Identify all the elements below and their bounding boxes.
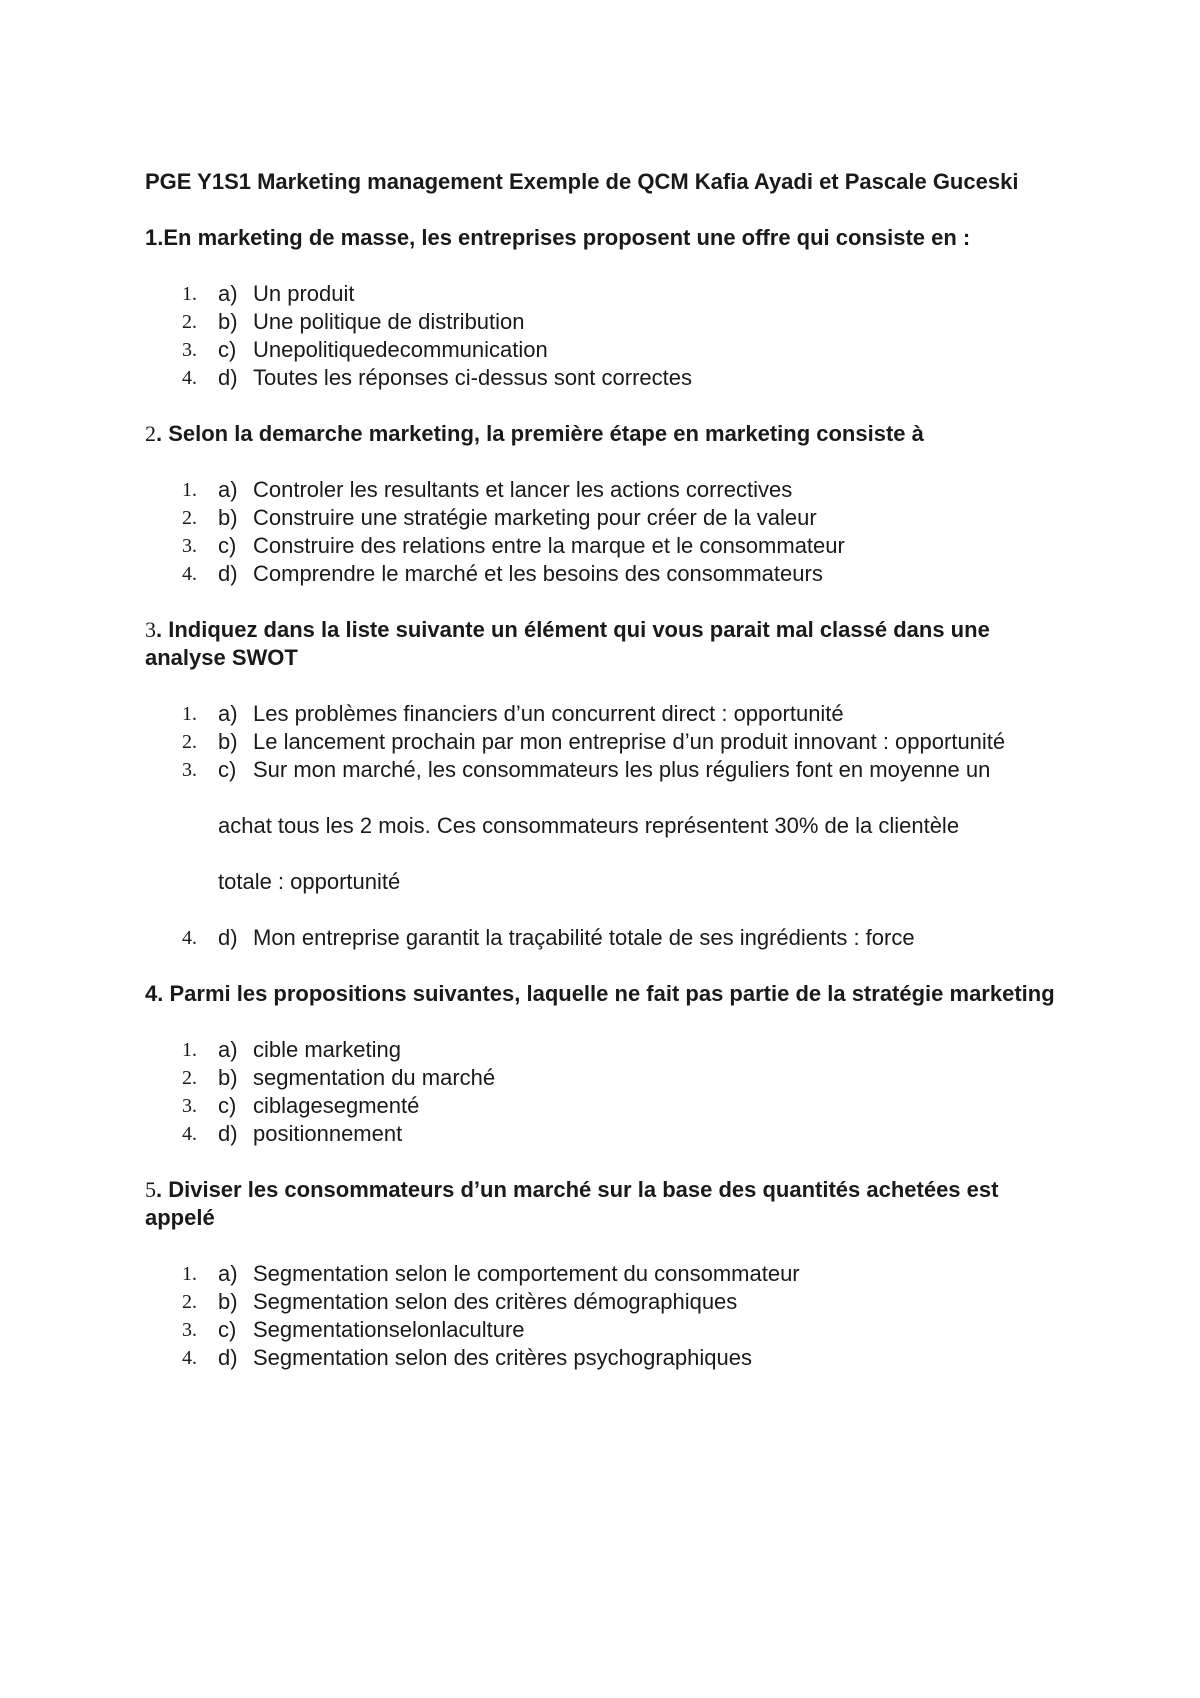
option-c (145, 532, 1060, 560)
question-1 (145, 224, 1060, 392)
option-b (145, 308, 1060, 336)
option-text: Une politique de distribution (253, 309, 525, 334)
option-text: ciblagesegmenté (253, 1093, 420, 1118)
question-4 (145, 980, 1060, 1148)
option-letter: a) (218, 701, 238, 726)
option-number: 2. (182, 1291, 197, 1313)
option-c-continuation-1: achat tous les 2 mois. Ces consommateurs représentent 30% de la clientèle (218, 813, 960, 838)
options-list (145, 700, 1060, 784)
option-text: segmentation du marché (253, 1065, 496, 1090)
option-letter: b) (218, 1289, 238, 1314)
question-4-title (145, 980, 1060, 1008)
option-d (145, 364, 1060, 392)
option-letter: d) (218, 1121, 238, 1146)
option-text: Segmentation selon des critères démographiques (253, 1289, 738, 1314)
option-c (145, 1316, 1060, 1344)
option-number: 4. (182, 1123, 197, 1145)
option-number: 3. (182, 1319, 197, 1341)
option-number: 3. (182, 1095, 197, 1117)
option-number: 2. (182, 1067, 197, 1089)
options-list (145, 924, 1060, 952)
option-c (145, 756, 1060, 784)
option-text: Le lancement prochain par mon entreprise d’un produit innovant : opportunité (253, 729, 1006, 754)
option-letter: b) (218, 729, 238, 754)
option-a (145, 280, 1060, 308)
option-b (145, 728, 1060, 756)
document-page (145, 168, 1060, 1372)
option-c (145, 336, 1060, 364)
option-text: Un produit (253, 281, 355, 306)
question-2 (145, 420, 1060, 588)
option-a (145, 1260, 1060, 1288)
option-number: 2. (182, 311, 197, 333)
option-text: Mon entreprise garantit la traçabilité totale de ses ingrédients : force (253, 925, 915, 950)
options-list (145, 1036, 1060, 1148)
option-b (145, 1064, 1060, 1092)
option-number: 1. (182, 1263, 197, 1285)
question-text: . Parmi les propositions suivantes, laquelle ne fait pas partie de la stratégie marketing (157, 981, 1055, 1006)
option-b (145, 1288, 1060, 1316)
option-text: cible marketing (253, 1037, 401, 1062)
option-number: 2. (182, 731, 197, 753)
question-text: . Indiquez dans la liste suivante un élément qui vous parait mal classé dans une analyse SWOT (145, 617, 990, 670)
option-letter: d) (218, 925, 238, 950)
option-letter: a) (218, 1261, 238, 1286)
option-letter: c) (218, 1317, 237, 1342)
option-number: 4. (182, 563, 197, 585)
options-list (145, 1260, 1060, 1372)
option-text: Segmentationselonlaculture (253, 1317, 525, 1342)
option-letter: c) (218, 1093, 237, 1118)
option-number: 1. (182, 703, 197, 725)
option-text: Segmentation selon le comportement du consommateur (253, 1261, 800, 1286)
option-letter: d) (218, 561, 238, 586)
option-letter: a) (218, 477, 238, 502)
option-letter: d) (218, 1345, 238, 1370)
option-number: 1. (182, 283, 197, 305)
option-a (145, 476, 1060, 504)
question-3 (145, 616, 1060, 952)
option-text: Unepolitiquedecommunication (253, 337, 548, 362)
option-d (145, 560, 1060, 588)
question-text: En marketing de masse, les entreprises proposent une offre qui consiste en : (163, 225, 971, 250)
option-d (145, 1344, 1060, 1372)
option-a (145, 700, 1060, 728)
option-letter: c) (218, 533, 237, 558)
option-number: 2. (182, 507, 197, 529)
option-b (145, 504, 1060, 532)
option-number: 4. (182, 367, 197, 389)
option-number: 3. (182, 535, 197, 557)
question-5-title (145, 1176, 1060, 1232)
option-letter: b) (218, 309, 238, 334)
option-letter: d) (218, 365, 238, 390)
option-letter: b) (218, 505, 238, 530)
question-text: . Diviser les consommateurs d’un marché sur la base des quantités achetées est appelé (145, 1177, 999, 1230)
options-list (145, 280, 1060, 392)
question-number: 3 (145, 617, 156, 642)
option-number: 4. (182, 927, 197, 949)
option-letter: c) (218, 337, 237, 362)
option-text: positionnement (253, 1121, 403, 1146)
question-1-title (145, 224, 1060, 252)
option-letter: b) (218, 1065, 238, 1090)
question-number: 2 (145, 421, 156, 446)
question-3-title (145, 616, 1060, 672)
option-text: Les problèmes financiers d’un concurrent direct : opportunité (253, 701, 844, 726)
option-d (145, 924, 1060, 952)
question-text: . Selon la demarche marketing, la première étape en marketing consiste à (156, 421, 924, 446)
option-text: Controler les resultants et lancer les actions correctives (253, 477, 793, 502)
option-letter: c) (218, 757, 237, 782)
option-letter: a) (218, 1037, 238, 1062)
option-letter: a) (218, 281, 238, 306)
question-number: 5 (145, 1177, 156, 1202)
document-title: PGE Y1S1 Marketing management Exemple de QCM Kafia Ayadi et Pascale Guceski (145, 169, 1019, 194)
question-number: 1. (145, 225, 164, 250)
options-list (145, 476, 1060, 588)
option-c-continuation-2: totale : opportunité (218, 869, 401, 894)
option-text: Construire des relations entre la marque et le consommateur (253, 533, 845, 558)
option-text: Segmentation selon des critères psychographiques (253, 1345, 752, 1370)
option-number: 1. (182, 479, 197, 501)
question-number: 4 (145, 981, 158, 1006)
option-text: Sur mon marché, les consommateurs les plus réguliers font en moyenne un (253, 757, 991, 782)
question-5 (145, 1176, 1060, 1372)
option-text: Construire une stratégie marketing pour créer de la valeur (253, 505, 817, 530)
option-a (145, 1036, 1060, 1064)
option-c (145, 1092, 1060, 1120)
option-number: 3. (182, 759, 197, 781)
option-text: Toutes les réponses ci-dessus sont correctes (253, 365, 692, 390)
option-d (145, 1120, 1060, 1148)
option-text: Comprendre le marché et les besoins des consommateurs (253, 561, 823, 586)
option-number: 3. (182, 339, 197, 361)
option-number: 4. (182, 1347, 197, 1369)
option-number: 1. (182, 1039, 197, 1061)
question-2-title (145, 420, 1060, 448)
